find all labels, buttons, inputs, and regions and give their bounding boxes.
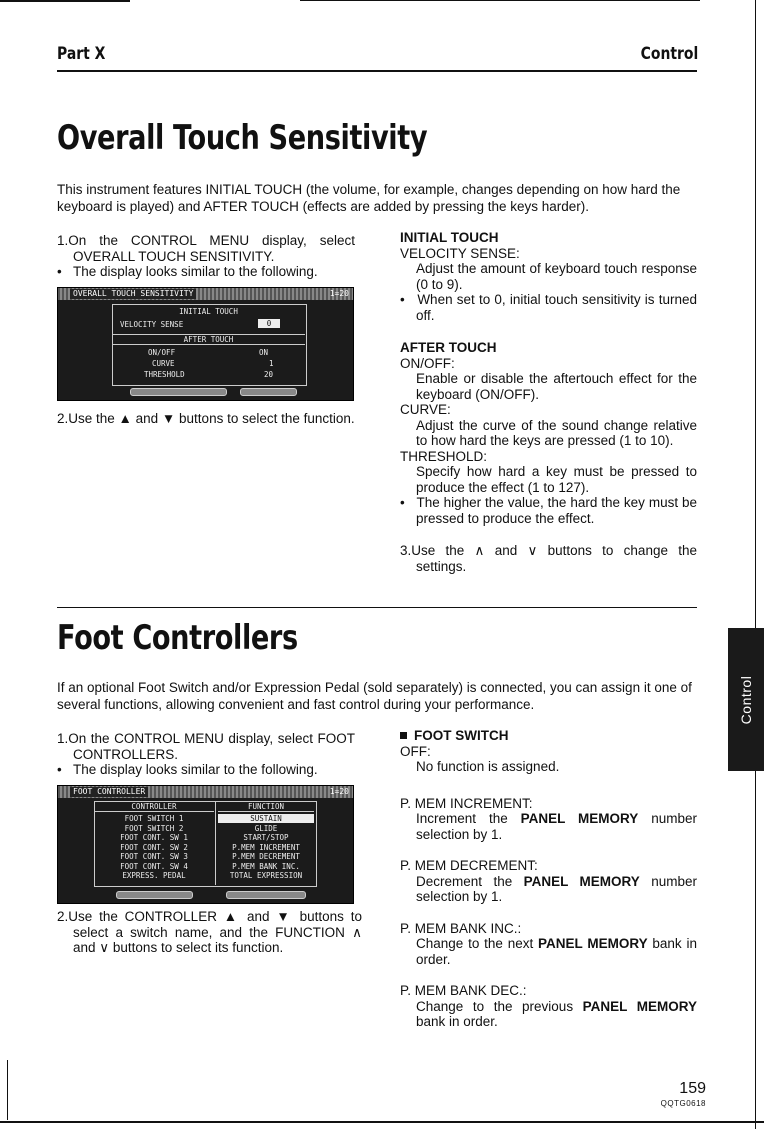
velocity-sense-desc: Adjust the amount of keyboard touch response (0 to 9).	[416, 261, 697, 292]
display-controller-row: EXPRESS. PEDAL	[122, 871, 186, 880]
right-column-touch: INITIAL TOUCH VELOCITY SENSE: Adjust the amount of keyboard touch response (0 to 9). • When set to 0, initial touch sensitivity is turned off. AFTER TOUCH ON/OFF: Enable or disable the aftertouch effect for the keyboard (ON/OFF). CURVE: Adjust the curve of the sound change relative to how hard the keys are pressed (1 to 10). THRESHOLD: Specify how hard a key must be pressed to produce the effect (1 to 127). • The higher the value, the hard the key must be pressed to produce the effect. 3.Use the ∧ and ∨ buttons to change the settings.	[400, 230, 698, 574]
square-bullet-icon	[400, 732, 407, 739]
onoff-desc: Enable or disable the aftertouch effect for the keyboard (ON/OFF).	[416, 371, 697, 402]
display-initial-touch: INITIAL TOUCH	[179, 307, 238, 316]
display-function-row: P.MEM BANK INC.	[232, 861, 300, 871]
header-section: Control	[640, 44, 698, 64]
step-text: On the CONTROL MENU display, select FOOT CONTROLLERS.	[68, 731, 355, 762]
page-number: 159	[679, 1080, 706, 1097]
display-onoff-label: ON/OFF	[148, 348, 176, 357]
bankdec-desc-end: bank in order.	[416, 1014, 498, 1029]
display-curve-value: 1	[269, 359, 274, 368]
bankinc-desc: Change to the next	[416, 936, 539, 951]
foot-switch-heading: FOOT SWITCH	[414, 728, 509, 743]
section-title-foot: Foot Controllers	[57, 618, 298, 658]
bankdec-label: P. MEM BANK DEC.:	[400, 983, 527, 998]
top-rule-left	[0, 0, 130, 2]
side-tab	[728, 628, 764, 771]
right-edge-rule	[755, 0, 756, 1129]
section-intro-touch: This instrument features INITIAL TOUCH (the volume, for example, changes depending on how hard the keyboard is played) and AFTER TOUCH (effects are added by pressing the keys harder).	[57, 182, 681, 214]
display-title: OVERALL TOUCH SENSITIVITY	[70, 289, 196, 299]
display-controller-row: FOOT CONT. SW 3	[120, 852, 188, 861]
bankinc-label: P. MEM BANK INC.:	[400, 920, 522, 936]
bullet-text: The display looks similar to the following.	[72, 264, 318, 279]
step-number: 2.	[57, 909, 69, 924]
display-title: FOOT CONTROLLER	[70, 787, 148, 797]
display-page: 1=20	[329, 787, 349, 796]
step-text: Use the ▲ and ▼ buttons to select the function.	[68, 411, 355, 426]
header-rule	[57, 70, 697, 72]
display-velocity-label: VELOCITY SENSE	[120, 320, 184, 329]
display-controller-row: FOOT CONT. SW 2	[120, 842, 188, 852]
curve-label: CURVE:	[400, 402, 451, 417]
left-column-touch: 1.On the CONTROL MENU display, select OVERALL TOUCH SENSITIVITY. • The display looks similar to the following.	[57, 233, 355, 279]
step2-foot	[57, 909, 362, 956]
step2-touch	[57, 411, 362, 427]
display-divider	[215, 802, 216, 885]
display-function-row: P.MEM INCREMENT	[232, 842, 300, 852]
display-panel	[112, 304, 307, 386]
document-code: QQTG0618	[660, 1099, 706, 1108]
panel-memory-term: PANEL MEMORY	[538, 936, 648, 951]
display-slider-right	[240, 388, 297, 396]
step-number: 3.	[400, 543, 412, 558]
display-controller-row: FOOT SWITCH 2	[124, 823, 184, 833]
dec-desc: Decrement the	[416, 873, 524, 889]
display-function-row: TOTAL EXPRESSION	[229, 871, 303, 880]
display-function-row: START/STOP	[243, 833, 289, 842]
display-controller-row: FOOT SWITCH 1	[124, 814, 184, 823]
right-column-foot	[400, 728, 697, 1030]
touch-display	[57, 287, 354, 401]
display-function-row: P.MEM DECREMENT	[232, 852, 300, 861]
display-page: 1=20	[329, 289, 349, 298]
display-controller-row: FOOT CONT. SW 4	[120, 861, 188, 871]
display-controller-row: FOOT CONT. SW 1	[120, 833, 188, 842]
display-threshold-value: 20	[264, 370, 274, 379]
initial-touch-heading: INITIAL TOUCH	[400, 230, 499, 245]
off-label: OFF:	[400, 743, 431, 759]
curve-desc: Adjust the curve of the sound change relative to how hard the keys are pressed (1 to 10).	[416, 417, 697, 448]
panel-memory-term: PANEL MEMORY	[523, 873, 640, 889]
bullet-text: The display looks similar to the following.	[72, 762, 318, 777]
side-tab-label: Control	[738, 675, 754, 724]
foot-display	[57, 785, 354, 904]
velocity-bullet: When set to 0, initial touch sensitivity is turned off.	[416, 292, 697, 323]
off-desc: No function is assigned.	[416, 759, 560, 774]
panel-memory-term: PANEL MEMORY	[582, 998, 697, 1014]
step-text: Use the ∧ and ∨ buttons to change the settings.	[411, 543, 697, 574]
threshold-bullet: The higher the value, the hard the key must be pressed to produce the effect.	[416, 495, 698, 526]
section-rule	[57, 607, 697, 608]
inc-desc-end: number selection by 1.	[416, 811, 697, 842]
velocity-sense-label: VELOCITY SENSE:	[400, 245, 520, 261]
header-part: Part X	[57, 44, 106, 64]
panel-memory-term: PANEL MEMORY	[520, 811, 639, 826]
display-function-row: SUSTAIN	[218, 814, 314, 823]
after-touch-heading: AFTER TOUCH	[400, 340, 497, 355]
section-intro-foot: If an optional Foot Switch and/or Expression Pedal (sold separately) is connected, you can assign it one of several functions, allowing convenient and fast control during your performance.	[57, 680, 692, 712]
left-edge-rule	[7, 1060, 8, 1120]
step-number: 1.	[57, 731, 69, 746]
display-slider-left	[116, 891, 193, 899]
threshold-label: THRESHOLD:	[400, 448, 488, 464]
top-rule-mid	[300, 0, 700, 1]
display-velocity-value: 0	[258, 319, 280, 328]
dec-desc-end: number selection by 1.	[416, 873, 697, 904]
display-slider-left	[130, 388, 227, 396]
section-title-touch: Overall Touch Sensitivity	[57, 118, 428, 158]
step-number: 1.	[57, 233, 69, 248]
onoff-label: ON/OFF:	[400, 355, 455, 371]
display-title-bar	[58, 786, 353, 798]
threshold-desc: Specify how hard a key must be pressed to produce the effect (1 to 127).	[416, 464, 697, 495]
display-title-bar	[58, 288, 353, 300]
step-number: 2.	[57, 411, 69, 426]
display-threshold-label: THRESHOLD	[144, 370, 185, 379]
bottom-rule	[0, 1121, 764, 1123]
display-onoff-value: ON	[259, 348, 269, 357]
display-slider-right	[226, 891, 306, 899]
display-col-function: FUNCTION	[218, 802, 314, 812]
display-curve-label: CURVE	[152, 359, 175, 368]
step-text: Use the CONTROLLER ▲ and ▼ buttons to select a switch name, and the FUNCTION ∧ and ∨ buttons to select its function.	[68, 909, 362, 955]
display-function-row: GLIDE	[254, 823, 278, 833]
display-col-controller: CONTROLLER	[94, 802, 214, 812]
bankinc-desc-end: bank in order.	[416, 936, 697, 967]
display-after-touch: AFTER TOUCH	[112, 334, 305, 345]
inc-desc: Increment the	[416, 811, 521, 826]
dec-label: P. MEM DECREMENT:	[400, 858, 538, 873]
inc-label: P. MEM INCREMENT:	[400, 795, 533, 811]
bankdec-desc: Change to the previous	[416, 998, 583, 1014]
step-text: On the CONTROL MENU display, select OVERALL TOUCH SENSITIVITY.	[68, 233, 355, 264]
left-column-foot: 1.On the CONTROL MENU display, select FOOT CONTROLLERS. • The display looks similar to the following.	[57, 731, 355, 777]
